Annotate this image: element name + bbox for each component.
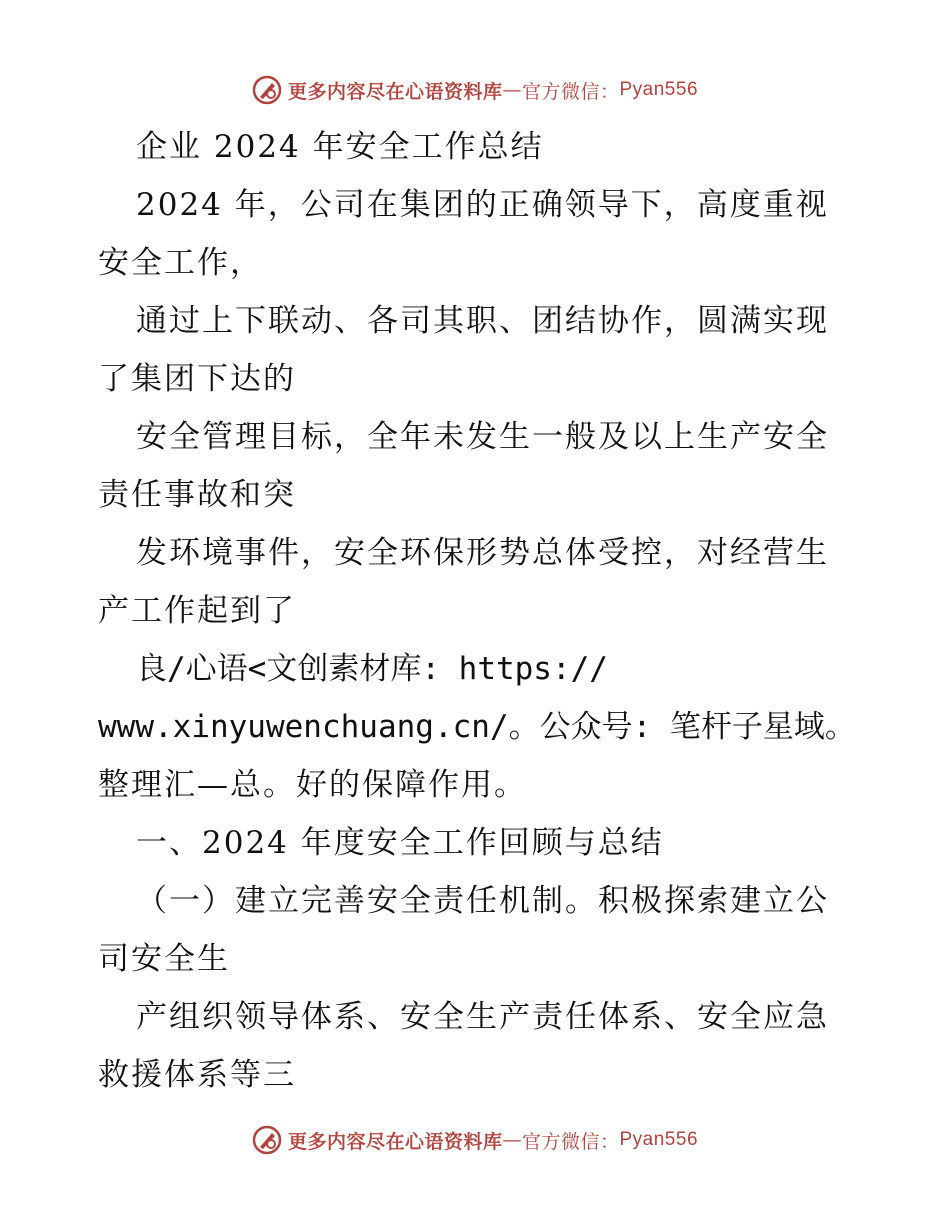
document-title: 企业 2024 年安全工作总结 (136, 129, 544, 165)
paragraph-line: 产工作起到了 (98, 593, 296, 629)
paragraph-line: 良/心语<文创素材库: https:// (136, 651, 608, 687)
paragraph-line: 发环境事件，安全环保形势总体受控，对经营生 (136, 535, 829, 571)
banner-dash: — (502, 1129, 522, 1151)
paragraph-line: 安全管理目标，全年未发生一般及以上生产安全 (136, 419, 829, 455)
paragraph-line: （一）建立完善安全责任机制。积极探索建立公 (136, 883, 829, 919)
banner-title: 更多内容尽在心语资料库 (287, 1130, 503, 1153)
paragraph-line: www.xinyuwenchuang.cn/。公众号: 笔杆子星域。 (98, 709, 856, 745)
banner-subtitle: 官方微信： (521, 80, 620, 103)
paragraph-line: 司安全生 (98, 941, 230, 977)
header-banner (0, 70, 950, 110)
banner-dash: — (502, 79, 522, 101)
paragraph-line: 产组织领导体系、安全生产责任体系、安全应急 (136, 999, 829, 1035)
banner-subtitle: 官方微信： (521, 1130, 620, 1153)
section-heading: 一、2024 年度安全工作回顾与总结 (136, 825, 664, 861)
document-body (98, 118, 858, 1104)
paragraph-line: 安全工作， (98, 245, 263, 281)
banner-title: 更多内容尽在心语资料库 (287, 80, 503, 103)
paragraph-line: 责任事故和突 (98, 477, 296, 513)
paragraph-line: 了集团下达的 (98, 361, 296, 397)
footer-banner (0, 1120, 950, 1160)
paragraph-line: 通过上下联动、各司其职、团结协作，圆满实现 (136, 303, 829, 339)
paragraph-line: 救援体系等三 (98, 1057, 296, 1093)
pen-nib-logo-icon (252, 75, 282, 105)
paragraph-line: 2024 年，公司在集团的正确领导下，高度重视 (136, 187, 829, 223)
banner-wechat-id: Pyan556 (619, 79, 699, 100)
pen-nib-logo-icon (252, 1125, 282, 1155)
paragraph-line: 整理汇—总。好的保障作用。 (98, 767, 527, 803)
banner-wechat-id: Pyan556 (619, 1129, 699, 1150)
